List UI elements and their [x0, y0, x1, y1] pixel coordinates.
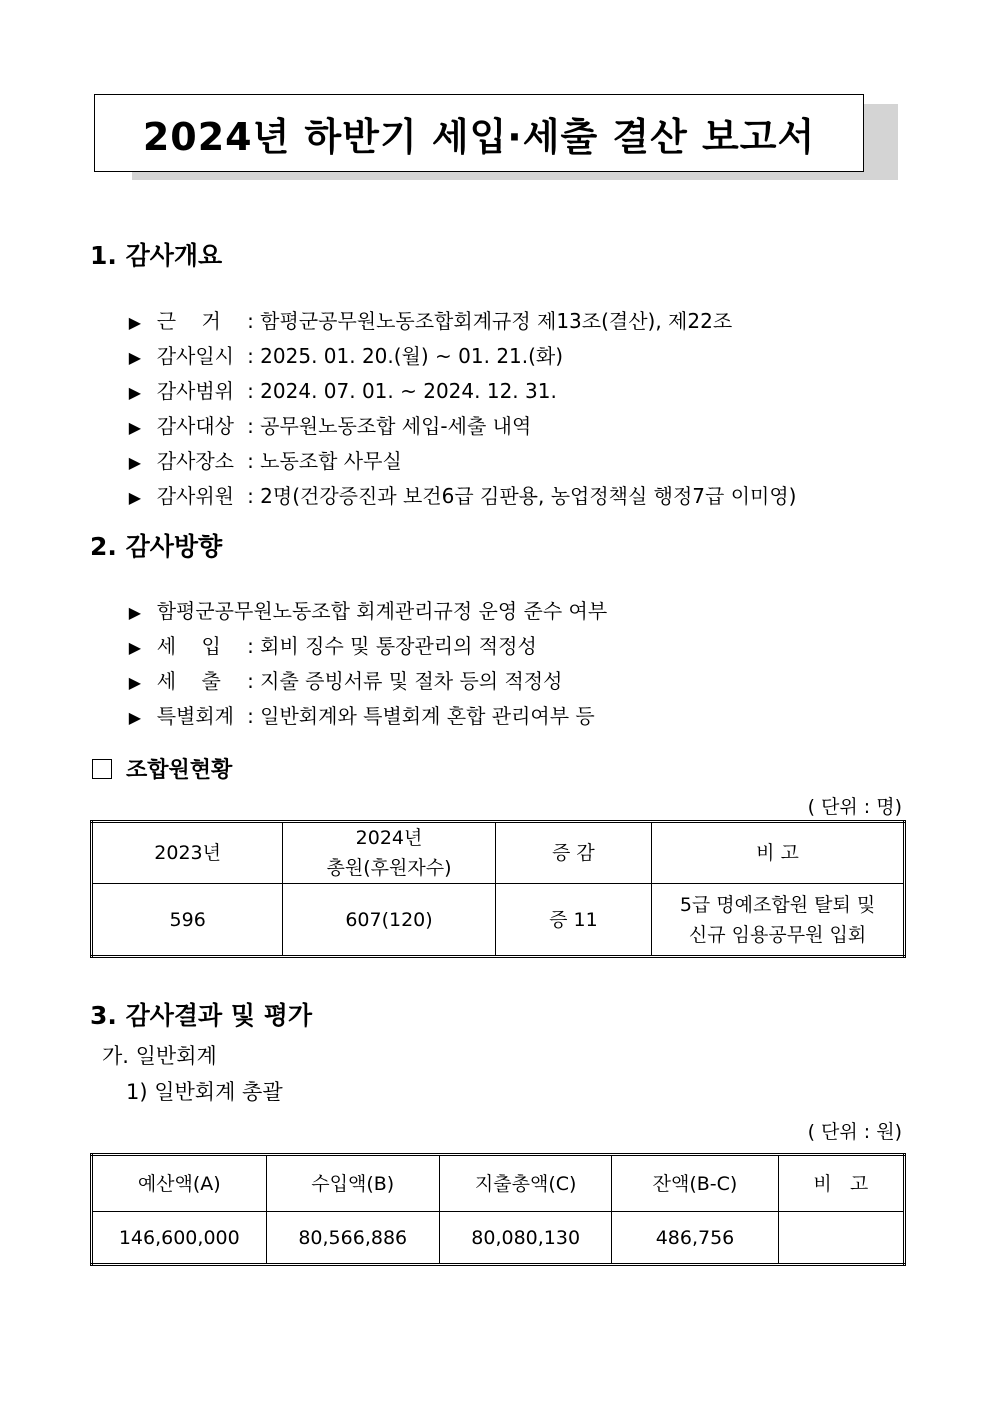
cell-balance: 486,756 [612, 1212, 778, 1265]
header-cell: 2023년 [92, 822, 283, 884]
table-row [92, 884, 905, 957]
cell-note: 5급 명예조합원 탈퇴 및 신규 임용공무원 입회 [652, 884, 905, 957]
cell-2023: 596 [92, 884, 283, 957]
arrow-right-icon: ▶ [128, 603, 142, 622]
cell-expense: 80,080,130 [439, 1212, 611, 1265]
arrow-right-icon: ▶ [128, 673, 142, 692]
arrow-right-icon: ▶ [128, 638, 142, 657]
members-heading: 조합원현황 [92, 753, 232, 784]
arrow-right-icon: ▶ [128, 708, 142, 727]
section3-heading: 3. 감사결과 및 평가 [90, 1001, 313, 1030]
cell-budget: 146,600,000 [92, 1212, 267, 1265]
general-account-table [90, 1153, 906, 1266]
direction-item: ▶ 함평군공무원노동조합 회계관리규정 운영 준수 여부 [128, 599, 608, 623]
arrow-right-icon: ▶ [128, 348, 142, 367]
table-row [92, 1212, 905, 1265]
cell-change: 증 11 [495, 884, 651, 957]
direction-item: ▶ 세 출 : 지출 증빙서류 및 절차 등의 적정성 [128, 669, 563, 693]
cell-2024: 607(120) [283, 884, 495, 957]
overview-item: ▶ 감사장소 : 노동조합 사무실 [128, 449, 402, 473]
subsection-summary: 1) 일반회계 총괄 [126, 1080, 283, 1104]
header-cell: 수입액(B) [266, 1155, 439, 1212]
subsection-general: 가. 일반회계 [102, 1044, 217, 1068]
direction-item: ▶ 세 입 : 회비 징수 및 통장관리의 적정성 [128, 634, 537, 658]
table-header-row [92, 822, 905, 884]
checkbox-icon [92, 759, 112, 779]
arrow-right-icon: ▶ [128, 313, 142, 332]
header-cell: 잔액(B-C) [612, 1155, 778, 1212]
section1-heading: 1. 감사개요 [90, 241, 223, 270]
header-cell: 비 고 [652, 822, 905, 884]
page-title: 2024년 하반기 세입·세출 결산 보고서 [142, 114, 816, 159]
arrow-right-icon: ▶ [128, 383, 142, 402]
table-header-row [92, 1155, 905, 1212]
arrow-right-icon: ▶ [128, 418, 142, 437]
overview-item: ▶ 근 거 : 함평군공무원노동조합회계규정 제13조(결산), 제22조 [128, 309, 733, 333]
accounts-unit-label: ( 단위 : 원) [807, 1121, 902, 1143]
overview-item: ▶ 감사일시 : 2025. 01. 20.(월) ~ 01. 21.(화) [128, 344, 564, 368]
header-cell: 2024년 총원(후원자수) [283, 822, 495, 884]
arrow-right-icon: ▶ [128, 453, 142, 472]
title-box [94, 94, 864, 172]
members-unit-label: ( 단위 : 명) [807, 796, 902, 818]
header-cell: 증 감 [495, 822, 651, 884]
overview-item: ▶ 감사범위 : 2024. 07. 01. ~ 2024. 12. 31. [128, 379, 557, 403]
overview-item: ▶ 감사위원 : 2명(건강증진과 보건6급 김판용, 농업정책실 행정7급 이미영) [128, 484, 797, 508]
section2-heading: 2. 감사방향 [90, 532, 223, 561]
cell-income: 80,566,886 [266, 1212, 439, 1265]
header-cell: 예산액(A) [92, 1155, 267, 1212]
header-cell: 지출총액(C) [439, 1155, 611, 1212]
direction-item: ▶ 특별회계 : 일반회계와 특별회계 혼합 관리여부 등 [128, 704, 595, 728]
members-table [90, 820, 906, 958]
overview-item: ▶ 감사대상 : 공무원노동조합 세입-세출 내역 [128, 414, 532, 438]
arrow-right-icon: ▶ [128, 488, 142, 507]
header-cell: 비 고 [778, 1155, 904, 1212]
cell-remarks [778, 1212, 904, 1265]
title-block [94, 94, 898, 182]
